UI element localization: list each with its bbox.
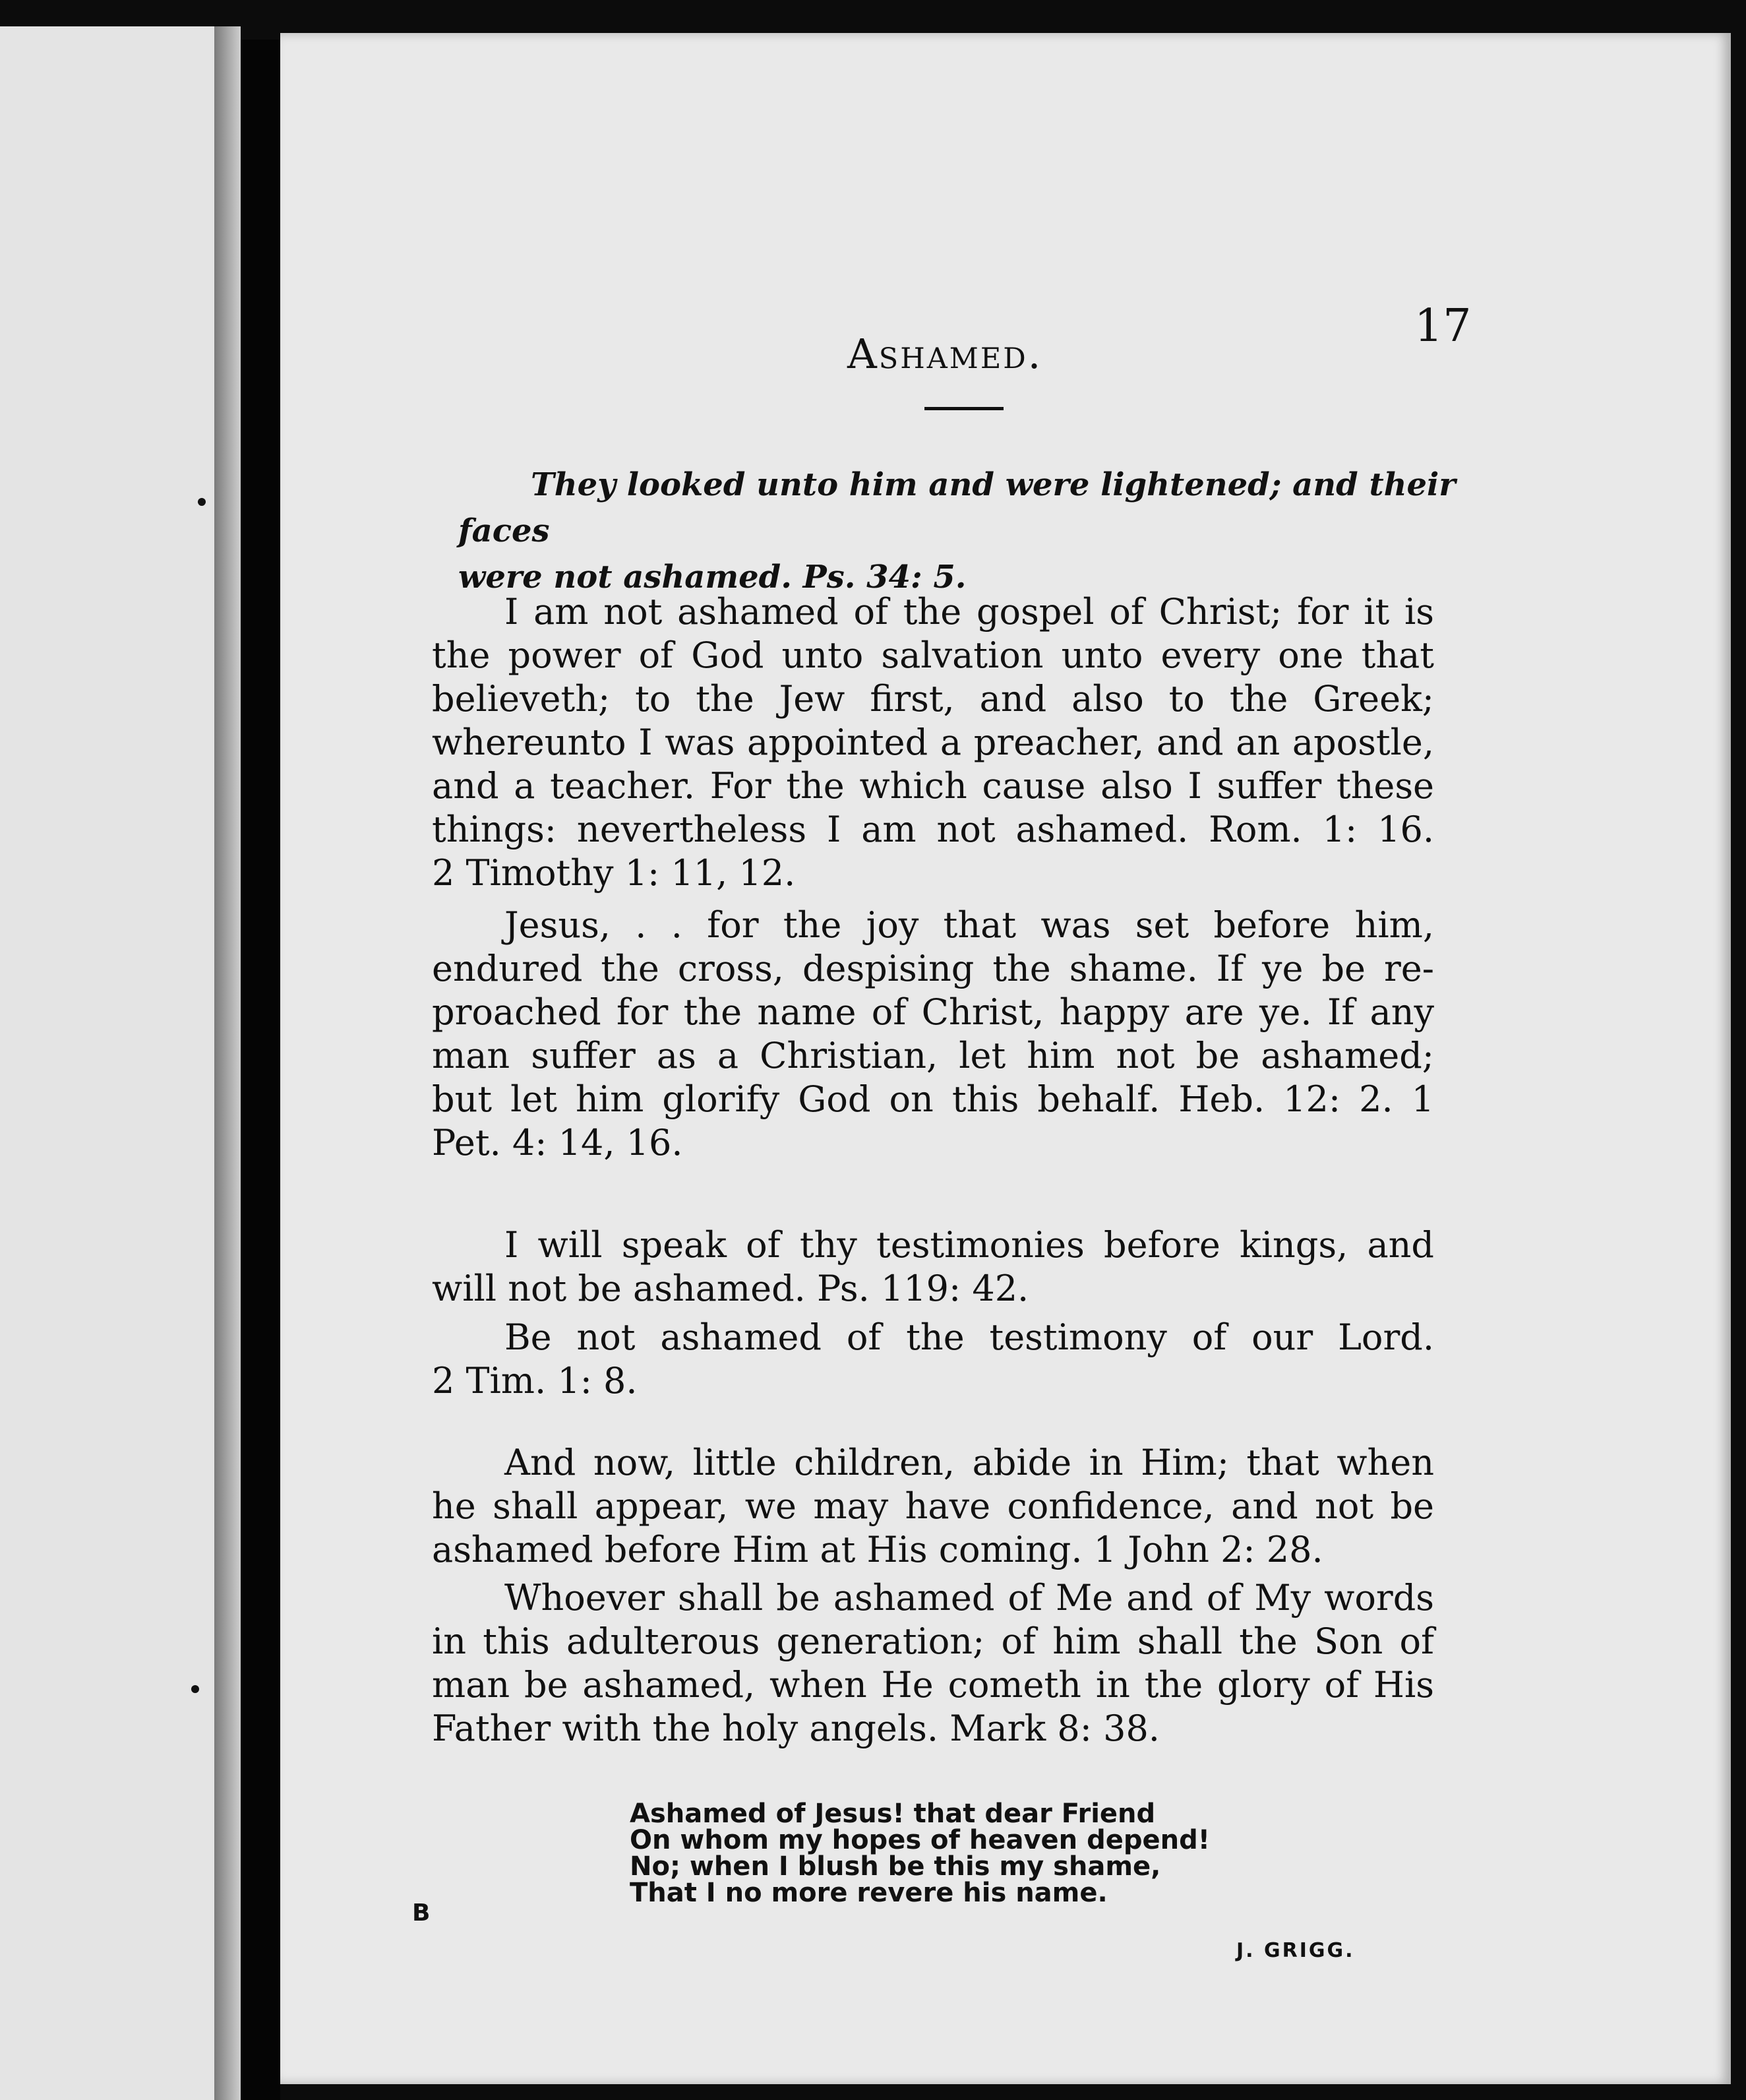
text-line: in this adulterous generation; of him shall the Son of <box>432 1621 1434 1662</box>
text-line: Father with the holy angels. Mark 8: 38. <box>432 1708 1160 1749</box>
epigraph <box>458 462 1460 600</box>
text-line: the power of God unto salvation unto every one that <box>432 634 1434 676</box>
binding-shadow <box>241 40 280 2100</box>
text-line: I will speak of thy testimonies before kings, and <box>504 1224 1434 1266</box>
book-page <box>280 33 1731 2084</box>
text-line: 2 Tim. 1: 8. <box>432 1360 638 1402</box>
verse-line: Ashamed of Jesus! that dear Friend <box>630 1799 1156 1829</box>
paragraph-hebrews <box>432 904 1434 1165</box>
text-line: he shall appear, we may have confidence, and not be <box>432 1485 1434 1527</box>
text-line: but let him glorify God on this behalf. Heb. 12: 2. 1 <box>432 1078 1434 1120</box>
speck <box>191 1685 199 1693</box>
text-line: I am not ashamed of the gospel of Christ; for it is <box>504 591 1434 633</box>
text-line: and a teacher. For the which cause also I suffer these <box>432 765 1434 807</box>
text-line: Pet. 4: 14, 16. <box>432 1122 683 1163</box>
book-gutter <box>214 26 241 2100</box>
hymn-verse <box>630 1801 1289 1906</box>
paragraph-psalms <box>432 1223 1434 1311</box>
text-line: Jesus, . . for the joy that was set before him, <box>504 904 1434 946</box>
epigraph-line: They looked unto him and were lightened; and their faces <box>458 466 1456 549</box>
text-line: will not be ashamed. Ps. 119: 42. <box>432 1268 1029 1309</box>
text-line: believeth; to the Jew first, and also to the Greek; <box>432 678 1434 720</box>
text-line: whereunto I was appointed a preacher, and an apostle, <box>432 722 1434 763</box>
paragraph-mark <box>432 1576 1434 1750</box>
verse-line: That I no more revere his name. <box>630 1878 1108 1908</box>
paragraph-romans <box>432 590 1434 895</box>
text-line: man suffer as a Christian, let him not be ashamed; <box>432 1035 1434 1076</box>
title-rule <box>924 407 1004 410</box>
verse-author: J. GRIGG. <box>1236 1939 1355 1962</box>
text-line: proached for the name of Christ, happy are ye. If any <box>432 991 1434 1033</box>
facing-page <box>0 26 214 2100</box>
text-line: ashamed before Him at His coming. 1 John 2: 28. <box>432 1529 1323 1570</box>
verse-line: No; when I blush be this my shame, <box>630 1851 1161 1882</box>
speck <box>198 498 206 506</box>
verse-line: On whom my hopes of heaven depend! <box>630 1825 1210 1855</box>
text-line: And now, little children, abide in Him; that when <box>504 1442 1434 1483</box>
page-title: Ashamed. <box>847 330 1043 378</box>
paragraph-timothy <box>432 1316 1434 1403</box>
paragraph-john <box>432 1441 1434 1572</box>
text-line: Be not ashamed of the testimony of our Lord. <box>504 1316 1434 1358</box>
text-line: 2 Timothy 1: 11, 12. <box>432 852 796 894</box>
epigraph-line: were not ashamed. Ps. 34: 5. <box>458 559 967 596</box>
text-line: man be ashamed, when He cometh in the glory of His <box>432 1664 1434 1706</box>
text-line: endured the cross, despising the shame. If ye be re- <box>432 948 1434 989</box>
text-line: things: nevertheless I am not ashamed. Rom. 1: 16. <box>432 809 1434 850</box>
page-number: 17 <box>1414 300 1472 352</box>
text-line: Whoever shall be ashamed of Me and of My words <box>504 1577 1434 1619</box>
signature-mark: B <box>412 1899 431 1927</box>
